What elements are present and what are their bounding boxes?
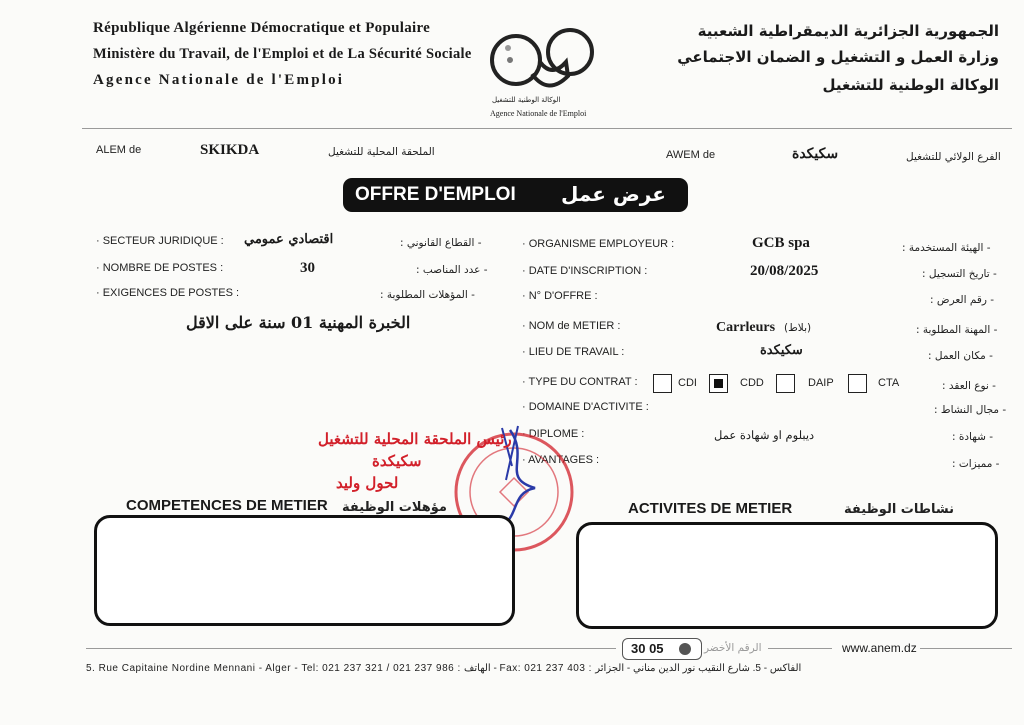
- contrat-cdd-label: CDD: [740, 377, 764, 389]
- awem-label: AWEM de: [666, 149, 716, 161]
- signature-line-1: رئيس الملحقة المحلية للتشغيل: [318, 430, 512, 448]
- postes-value: 30: [300, 260, 315, 276]
- date-ar-label: - تاريخ التسجيل :: [922, 268, 997, 280]
- diplome-value: ديبلوم او شهادة عمل: [714, 428, 815, 442]
- domaine-ar-label: - مجال النشاط :: [934, 404, 1007, 416]
- organisme-label: · ORGANISME EMPLOYEUR :: [522, 238, 675, 250]
- green-number-label: الرقم الأخضر: [704, 642, 762, 654]
- contrat-cdi-label: CDI: [678, 377, 697, 389]
- metier-value-ar: (بلاط): [784, 322, 812, 334]
- secteur-label: · SECTEUR JURIDIQUE :: [96, 235, 224, 247]
- logo-ar-text: الوكالة الوطنية للتشغيل: [492, 96, 561, 104]
- exigences-ar-label: - المؤهلات المطلوبة :: [380, 289, 475, 301]
- competences-title: COMPETENCES DE METIER: [126, 497, 328, 514]
- avantages-ar-label: - مميزات :: [952, 458, 1000, 470]
- anem-logo-icon: [488, 18, 598, 96]
- header-ar-line-2: وزارة العمل و التشغيل و الضمان الاجتماعي: [677, 48, 999, 66]
- alem-value: SKIKDA: [200, 142, 260, 158]
- exigences-value: الخبرة المهنية 01 سنة على الاقل: [186, 313, 411, 332]
- metier-ar-label: - المهنة المطلوبة :: [916, 324, 998, 336]
- offre-label: · N° D'OFFRE :: [522, 290, 598, 302]
- domaine-label: · DOMAINE D'ACTIVITE :: [522, 401, 649, 413]
- postes-ar-label: - عدد المناصب :: [416, 264, 488, 276]
- footer-address: 5. Rue Capitaine Nordine Mennani - Alger - Tel: 021 237 321 / 021 237 986 : الهاتف - Fax: 021 237 403 : الفاكس - 5. شارع النقيب نور الدين مناني - الجزائر: [86, 663, 802, 674]
- awem-ar-label: الفرع الولائي للتشغيل: [906, 151, 1001, 163]
- green-number-badge: [622, 638, 702, 660]
- green-number: 30 05: [631, 641, 664, 656]
- lieu-value: سكيكدة: [760, 343, 803, 358]
- contrat-cdd-checkbox[interactable]: [709, 374, 728, 393]
- anem-logo: [488, 18, 598, 118]
- logo-fr-text: Agence Nationale de l'Emploi: [490, 109, 587, 118]
- organisme-value: GCB spa: [752, 235, 810, 251]
- offre-ar-label: - رقم العرض :: [930, 294, 995, 306]
- contrat-cdi-checkbox[interactable]: [653, 374, 672, 393]
- exigences-label: · EXIGENCES DE POSTES :: [96, 287, 240, 299]
- title-ar: عرض عمل: [561, 182, 666, 206]
- contrat-ar-label: - نوع العقد :: [942, 380, 996, 392]
- secteur-ar-label: - القطاع القانوني :: [400, 237, 482, 249]
- activites-title: ACTIVITES DE METIER: [628, 500, 793, 517]
- date-label: · DATE D'INSCRIPTION :: [522, 265, 648, 277]
- metier-value: Carrleurs: [716, 320, 776, 335]
- title-fr: OFFRE D'EMPLOI: [355, 184, 516, 205]
- footer-rule-right: [920, 648, 1012, 649]
- metier-label: · NOM de METIER :: [522, 320, 621, 332]
- footer-rule-mid: [768, 648, 832, 649]
- diplome-ar-label: - شهادة :: [952, 431, 994, 443]
- contrat-label: · TYPE DU CONTRAT :: [522, 376, 638, 388]
- header-fr-line-3: Agence Nationale de l'Emploi: [93, 72, 345, 88]
- header-fr-line-2: Ministère du Travail, de l'Emploi et de La Sécurité Sociale: [93, 46, 472, 62]
- footer-rule-left: [86, 648, 616, 649]
- alem-ar-label: الملحقة المحلية للتشغيل: [328, 146, 435, 158]
- header-ar-line-3: الوكالة الوطنية للتشغيل: [822, 76, 999, 94]
- signature-line-2: سكيكدة: [372, 452, 422, 470]
- diplome-label: · DIPLOME :: [522, 428, 585, 440]
- header-ar-line-1: الجمهورية الجزائرية الديمقراطية الشعبية: [697, 22, 999, 40]
- competences-box[interactable]: [94, 515, 515, 626]
- phone-icon: [679, 643, 691, 655]
- secteur-value: اقتصادي عمومي: [244, 232, 334, 247]
- signature-line-3: لحول وليد: [336, 474, 399, 492]
- title-banner: [343, 178, 688, 212]
- alem-label: ALEM de: [96, 144, 142, 156]
- contrat-daip-label: DAIP: [808, 377, 834, 389]
- postes-label: · NOMBRE DE POSTES :: [96, 262, 224, 274]
- contrat-cta-checkbox[interactable]: [848, 374, 867, 393]
- organisme-ar-label: - الهيئة المستخدمة :: [902, 242, 991, 254]
- header-fr-line-1: République Algérienne Démocratique et Populaire: [93, 20, 431, 36]
- header-rule: [82, 128, 1012, 129]
- awem-value: سكيكدة: [792, 146, 839, 162]
- competences-ar-title: مؤهلات الوظيفة: [342, 500, 447, 515]
- website-link[interactable]: www.anem.dz: [842, 641, 917, 655]
- date-value: 20/08/2025: [750, 263, 819, 279]
- activites-ar-title: نشاطات الوظيفة: [844, 502, 954, 517]
- contrat-daip-checkbox[interactable]: [776, 374, 795, 393]
- lieu-label: · LIEU DE TRAVAIL :: [522, 346, 625, 358]
- activites-box[interactable]: [576, 522, 998, 629]
- avantages-label: · AVANTAGES :: [522, 454, 600, 466]
- contrat-cta-label: CTA: [878, 377, 900, 389]
- lieu-ar-label: - مكان العمل :: [928, 350, 993, 362]
